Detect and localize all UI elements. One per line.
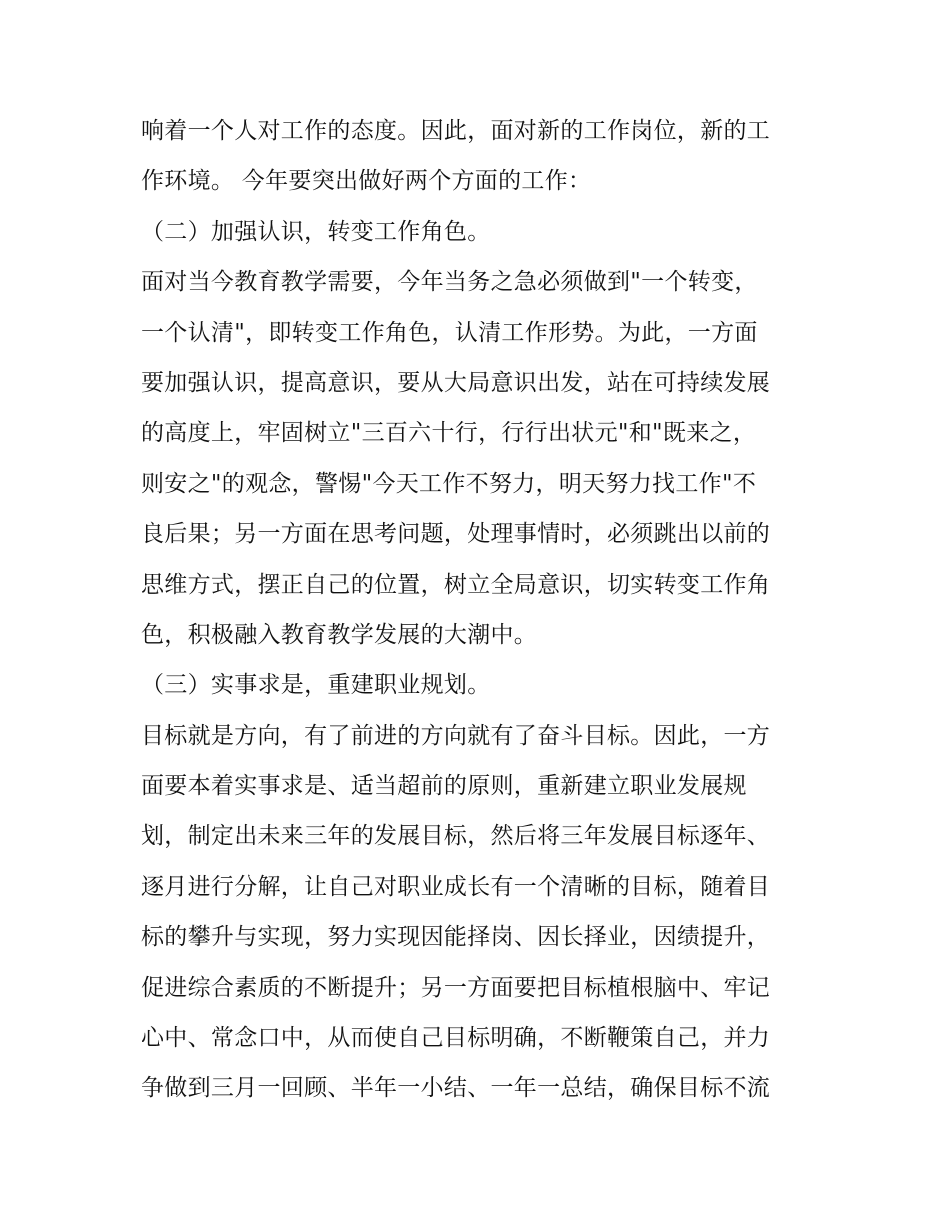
paragraph-line: 标的攀升与实现，努力实现因能择岗、因长择业，因绩提升， <box>141 924 771 951</box>
paragraph-line: 思维方式，摆正自己的位置，树立全局意识，切实转变工作角 <box>141 571 771 598</box>
paragraph-line: 面要本着实事求是、适当超前的原则，重新建立职业发展规 <box>141 773 747 800</box>
paragraph-line: 则安之"的观念，警惕"今天工作不努力，明天努力找工作"不 <box>141 470 757 497</box>
paragraph-line: 心中、常念口中，从而使自己目标明确，不断鞭策自己，并力 <box>141 1025 771 1052</box>
paragraph-line: 作环境。 今年要突出做好两个方面的工作： <box>141 168 592 195</box>
paragraph-line: 逐月进行分解，让自己对职业成长有一个清晰的目标，随着目 <box>141 873 771 900</box>
paragraph-line: 一个认清"，即转变工作角色，认清工作形势。为此，一方面 <box>141 319 758 346</box>
document-body <box>141 106 821 1114</box>
paragraph-line: 要加强认识，提高意识，要从大局意识出发，站在可持续发展 <box>141 369 771 396</box>
paragraph-line: 争做到三月一回顾、半年一小结、一年一总结，确保目标不流 <box>141 1075 771 1102</box>
paragraph-line: 响着一个人对工作的态度。因此，面对新的工作岗位，新的工 <box>141 118 771 144</box>
paragraph-line: 促进综合素质的不断提升；另一方面要把目标植根脑中、牢记 <box>141 974 771 1001</box>
section-heading-2: （二）加强认识，转变工作角色。 <box>141 218 491 245</box>
paragraph-line: 划，制定出未来三年的发展目标，然后将三年发展目标逐年、 <box>141 823 771 850</box>
paragraph-line: 目标就是方向，有了前进的方向就有了奋斗目标。因此，一方 <box>141 722 771 749</box>
paragraph-line: 面对当今教育教学需要，今年当务之急必须做到"一个转变， <box>141 269 758 296</box>
paragraph-line: 的高度上，牢固树立"三百六十行，行行出状元"和"既来之， <box>141 420 757 447</box>
paragraph-line: 良后果；另一方面在思考问题，处理事情时，必须跳出以前的 <box>141 521 771 548</box>
section-heading-3: （三）实事求是，重建职业规划。 <box>141 672 491 699</box>
paragraph-line: 色，积极融入教育教学发展的大潮中。 <box>141 621 538 648</box>
